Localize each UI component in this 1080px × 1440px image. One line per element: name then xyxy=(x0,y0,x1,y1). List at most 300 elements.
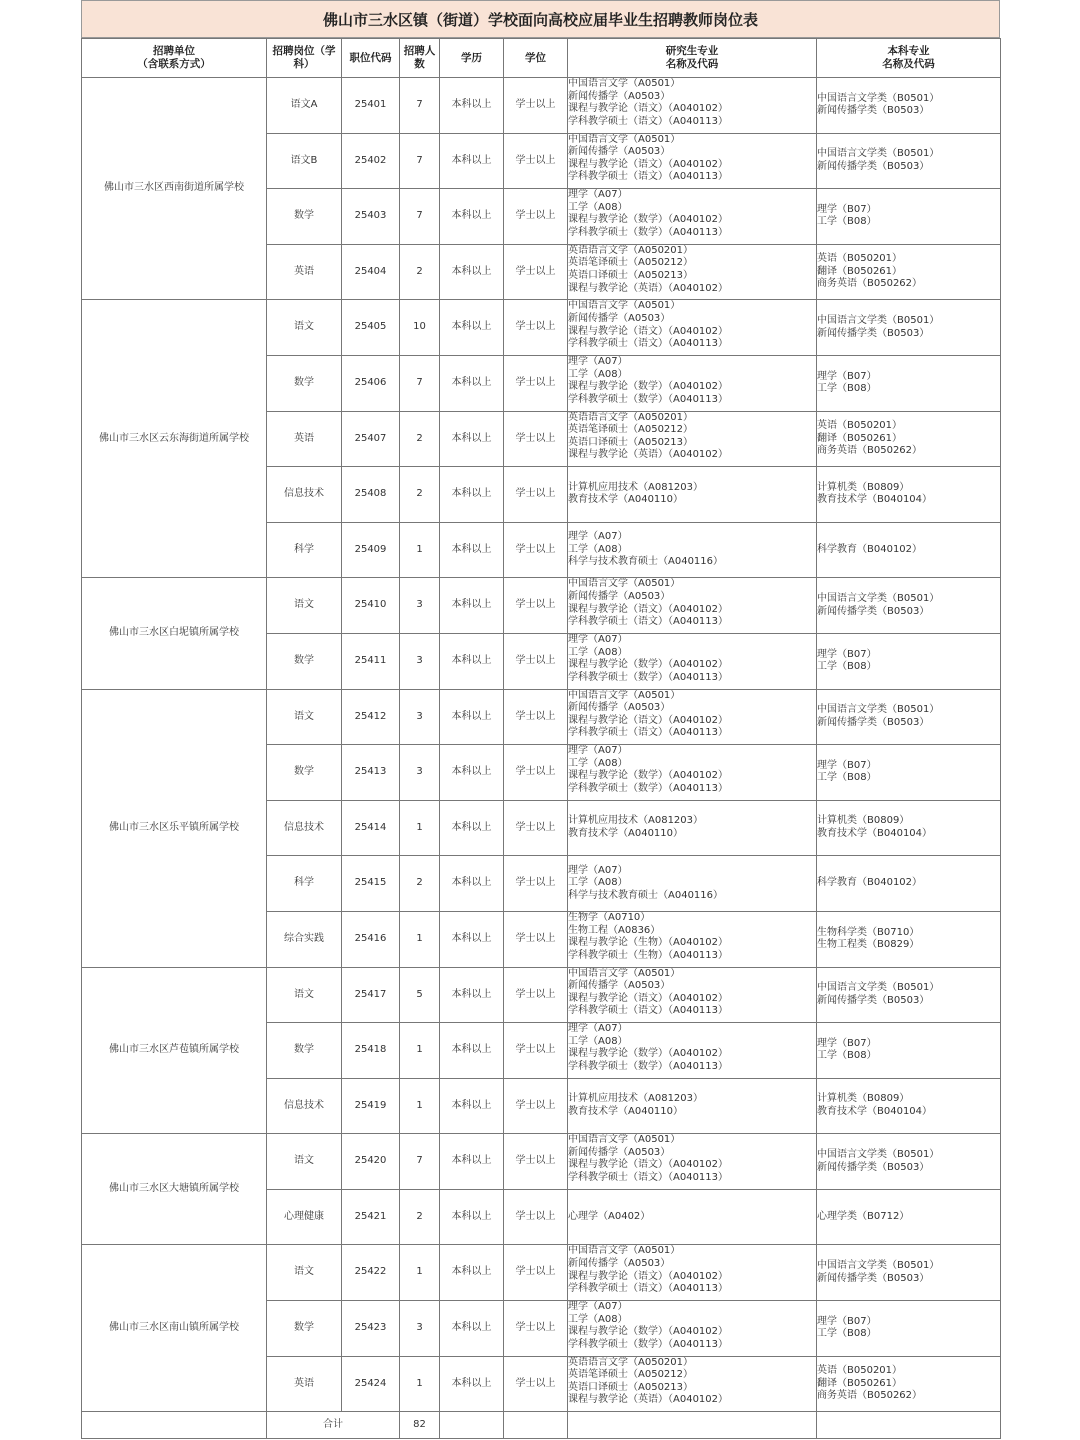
grad-major-cell xyxy=(568,411,817,467)
ug-major-cell xyxy=(817,355,1001,411)
ug-major-cell xyxy=(817,78,1001,134)
education-cell: 本科以上 xyxy=(440,1023,504,1079)
grad-major-line: 科学与技术教育硕士（A040116） xyxy=(568,889,724,901)
education-cell: 本科以上 xyxy=(440,800,504,856)
grad-major-cell xyxy=(568,1189,817,1245)
count-cell: 1 xyxy=(400,1023,440,1079)
degree-cell: 学士以上 xyxy=(504,244,568,300)
grad-major-line: 课程与教学论（语文）（A040102） xyxy=(568,714,729,726)
grad-major-line: 新闻传播学（A0503） xyxy=(568,1146,671,1158)
grad-major-line: 课程与教学论（数学）（A040102） xyxy=(568,1048,729,1060)
ug-major-line: 中国语言文学类（B0501） xyxy=(817,1260,940,1272)
header-degree: 学位 xyxy=(504,39,568,78)
count-cell: 3 xyxy=(400,633,440,689)
header-code: 职位代码 xyxy=(342,39,400,78)
count-cell: 2 xyxy=(400,411,440,467)
ug-major-line: 新闻传播学类（B0503） xyxy=(817,160,930,172)
grad-major-line: 英语笔译硕士（A050212） xyxy=(568,1369,694,1381)
post-cell: 数学 xyxy=(267,633,342,689)
ug-major-line: 工学（B08） xyxy=(817,1328,877,1340)
ug-major-line: 生物科学类（B0710） xyxy=(817,926,920,938)
grad-major-line: 工学（A08） xyxy=(568,368,628,380)
count-cell: 1 xyxy=(400,1356,440,1412)
grad-major-line: 学科教学硕士（生物）（A040113） xyxy=(568,949,729,961)
header-grad-line1: 研究生专业 xyxy=(665,45,719,57)
ug-major-line: 中国语言文学类（B0501） xyxy=(817,593,940,605)
ug-major-cell xyxy=(817,578,1001,634)
page-title: 佛山市三水区镇（街道）学校面向高校应届毕业生招聘教师岗位表 xyxy=(81,0,1000,38)
code-cell: 25412 xyxy=(342,689,400,745)
post-cell: 数学 xyxy=(267,355,342,411)
grad-major-line: 中国语言文学（A0501） xyxy=(568,578,681,590)
degree-cell: 学士以上 xyxy=(504,967,568,1023)
count-cell: 3 xyxy=(400,1301,440,1357)
grad-major-line: 英语语言文学（A050201） xyxy=(568,411,694,423)
grad-major-line: 课程与教学论（数学）（A040102） xyxy=(568,381,729,393)
education-cell: 本科以上 xyxy=(440,633,504,689)
table-row xyxy=(82,578,1001,634)
code-cell: 25419 xyxy=(342,1078,400,1134)
post-cell: 语文 xyxy=(267,578,342,634)
grad-major-cell xyxy=(568,745,817,801)
code-cell: 25402 xyxy=(342,133,400,189)
grad-major-cell xyxy=(568,856,817,912)
ug-major-line: 翻译（B050261） xyxy=(817,1377,903,1389)
ug-major-line: 工学（B08） xyxy=(817,383,877,395)
header-ug-line2: 名称及代码 xyxy=(882,58,935,70)
ug-major-cell xyxy=(817,745,1001,801)
table-row xyxy=(82,1245,1001,1301)
grad-major-cell xyxy=(568,689,817,745)
total-row xyxy=(82,1412,1001,1439)
post-cell: 综合实践 xyxy=(267,911,342,967)
degree-cell: 学士以上 xyxy=(504,1301,568,1357)
grad-major-line: 学科教学硕士（数学）（A040113） xyxy=(568,1338,729,1350)
grad-major-line: 英语口译硕士（A050213） xyxy=(568,1381,694,1393)
ug-major-cell xyxy=(817,689,1001,745)
grad-major-cell xyxy=(568,1078,817,1134)
count-cell: 7 xyxy=(400,189,440,245)
grad-major-line: 中国语言文学（A0501） xyxy=(568,133,681,145)
post-cell: 英语 xyxy=(267,244,342,300)
code-cell: 25421 xyxy=(342,1189,400,1245)
grad-major-line: 课程与教学论（语文）（A040102） xyxy=(568,1159,729,1171)
education-cell: 本科以上 xyxy=(440,244,504,300)
ug-major-cell xyxy=(817,133,1001,189)
ug-major-cell xyxy=(817,633,1001,689)
ug-major-line: 商务英语（B050262） xyxy=(817,1390,923,1402)
grad-major-line: 中国语言文学（A0501） xyxy=(568,689,681,701)
ug-major-cell xyxy=(817,1023,1001,1079)
grad-major-line: 新闻传播学（A0503） xyxy=(568,146,671,158)
education-cell: 本科以上 xyxy=(440,133,504,189)
grad-major-line: 理学（A07） xyxy=(568,633,628,645)
grad-major-line: 新闻传播学（A0503） xyxy=(568,590,671,602)
ug-major-cell xyxy=(817,1245,1001,1301)
degree-cell: 学士以上 xyxy=(504,1134,568,1190)
ug-major-line: 新闻传播学类（B0503） xyxy=(817,994,930,1006)
count-cell: 7 xyxy=(400,133,440,189)
ug-major-line: 翻译（B050261） xyxy=(817,432,903,444)
grad-major-cell xyxy=(568,467,817,523)
education-cell: 本科以上 xyxy=(440,1134,504,1190)
table-body xyxy=(82,78,1001,1412)
ug-major-line: 中国语言文学类（B0501） xyxy=(817,148,940,160)
total-count: 82 xyxy=(400,1412,440,1439)
code-cell: 25411 xyxy=(342,633,400,689)
grad-major-line: 课程与教学论（生物）（A040102） xyxy=(568,937,729,949)
grad-major-line: 理学（A07） xyxy=(568,864,628,876)
ug-major-line: 教育技术学（B040104） xyxy=(817,828,933,840)
post-cell: 信息技术 xyxy=(267,467,342,523)
ug-major-line: 理学（B07） xyxy=(817,648,877,660)
ug-major-line: 新闻传播学类（B0503） xyxy=(817,327,930,339)
post-cell: 语文 xyxy=(267,689,342,745)
grad-major-line: 课程与教学论（数学）（A040102） xyxy=(568,659,729,671)
header-unit xyxy=(82,39,267,78)
ug-major-line: 教育技术学（B040104） xyxy=(817,1105,933,1117)
grad-major-line: 课程与教学论（语文）（A040102） xyxy=(568,158,729,170)
grad-major-line: 中国语言文学（A0501） xyxy=(568,967,681,979)
post-cell: 语文 xyxy=(267,1245,342,1301)
header-post xyxy=(267,39,342,78)
post-cell: 数学 xyxy=(267,1023,342,1079)
degree-cell: 学士以上 xyxy=(504,355,568,411)
ug-major-line: 英语（B050201） xyxy=(817,419,903,431)
education-cell: 本科以上 xyxy=(440,189,504,245)
grad-major-line: 计算机应用技术（A081203） xyxy=(568,815,704,827)
education-cell: 本科以上 xyxy=(440,78,504,134)
ug-major-line: 理学（B07） xyxy=(817,759,877,771)
ug-major-line: 中国语言文学类（B0501） xyxy=(817,982,940,994)
degree-cell: 学士以上 xyxy=(504,133,568,189)
grad-major-cell xyxy=(568,800,817,856)
total-empty-cell xyxy=(817,1412,1001,1439)
unit-name-cell: 佛山市三水区云东海街道所属学校 xyxy=(82,300,267,578)
count-cell: 5 xyxy=(400,967,440,1023)
code-cell: 25416 xyxy=(342,911,400,967)
post-cell: 语文 xyxy=(267,967,342,1023)
ug-major-line: 英语（B050201） xyxy=(817,253,903,265)
count-cell: 7 xyxy=(400,355,440,411)
grad-major-line: 新闻传播学（A0503） xyxy=(568,702,671,714)
grad-major-line: 课程与教学论（语文）（A040102） xyxy=(568,325,729,337)
code-cell: 25409 xyxy=(342,522,400,578)
grad-major-line: 学科教学硕士（语文）（A040113） xyxy=(568,338,729,350)
header-education: 学历 xyxy=(440,39,504,78)
grad-major-line: 学科教学硕士（数学）（A040113） xyxy=(568,393,729,405)
code-cell: 25424 xyxy=(342,1356,400,1412)
post-cell: 数学 xyxy=(267,1301,342,1357)
ug-major-line: 计算机类（B0809） xyxy=(817,1093,910,1105)
degree-cell: 学士以上 xyxy=(504,1078,568,1134)
header-post-line2: 科） xyxy=(293,58,315,70)
grad-major-line: 课程与教学论（英语）（A040102） xyxy=(568,282,729,294)
grad-major-line: 理学（A07） xyxy=(568,745,628,757)
grad-major-line: 理学（A07） xyxy=(568,531,628,543)
grad-major-line: 英语口译硕士（A050213） xyxy=(568,269,694,281)
ug-major-line: 计算机类（B0809） xyxy=(817,481,910,493)
grad-major-line: 理学（A07） xyxy=(568,1301,628,1313)
header-count-line2: 数 xyxy=(414,58,425,70)
grad-major-line: 课程与教学论（语文）（A040102） xyxy=(568,1270,729,1282)
code-cell: 25413 xyxy=(342,745,400,801)
ug-major-cell xyxy=(817,856,1001,912)
grad-major-cell xyxy=(568,578,817,634)
count-cell: 1 xyxy=(400,911,440,967)
ug-major-line: 工学（B08） xyxy=(817,1050,877,1062)
header-grad-line2: 名称及代码 xyxy=(665,58,719,70)
code-cell: 25405 xyxy=(342,300,400,356)
grad-major-line: 理学（A07） xyxy=(568,1023,628,1035)
post-cell: 语文A xyxy=(267,78,342,134)
degree-cell: 学士以上 xyxy=(504,911,568,967)
grad-major-line: 计算机应用技术（A081203） xyxy=(568,481,704,493)
education-cell: 本科以上 xyxy=(440,522,504,578)
grad-major-cell xyxy=(568,189,817,245)
education-cell: 本科以上 xyxy=(440,578,504,634)
grad-major-cell xyxy=(568,355,817,411)
ug-major-line: 新闻传播学类（B0503） xyxy=(817,1161,930,1173)
table-row xyxy=(82,689,1001,745)
unit-name-cell: 佛山市三水区西南街道所属学校 xyxy=(82,78,267,300)
education-cell: 本科以上 xyxy=(440,411,504,467)
ug-major-cell xyxy=(817,189,1001,245)
code-cell: 25422 xyxy=(342,1245,400,1301)
grad-major-line: 课程与教学论（语文）（A040102） xyxy=(568,103,729,115)
grad-major-line: 学科教学硕士（数学）（A040113） xyxy=(568,226,729,238)
code-cell: 25420 xyxy=(342,1134,400,1190)
grad-major-line: 新闻传播学（A0503） xyxy=(568,1258,671,1270)
code-cell: 25417 xyxy=(342,967,400,1023)
code-cell: 25404 xyxy=(342,244,400,300)
count-cell: 1 xyxy=(400,522,440,578)
degree-cell: 学士以上 xyxy=(504,189,568,245)
post-cell: 语文B xyxy=(267,133,342,189)
grad-major-line: 科学与技术教育硕士（A040116） xyxy=(568,556,724,568)
grad-major-cell xyxy=(568,633,817,689)
degree-cell: 学士以上 xyxy=(504,467,568,523)
ug-major-line: 商务英语（B050262） xyxy=(817,445,923,457)
grad-major-line: 中国语言文学（A0501） xyxy=(568,1245,681,1257)
ug-major-line: 中国语言文学类（B0501） xyxy=(817,315,940,327)
ug-major-cell xyxy=(817,1301,1001,1357)
code-cell: 25415 xyxy=(342,856,400,912)
ug-major-line: 英语（B050201） xyxy=(817,1365,903,1377)
grad-major-line: 生物学（A0710） xyxy=(568,911,651,923)
count-cell: 3 xyxy=(400,689,440,745)
code-cell: 25401 xyxy=(342,78,400,134)
count-cell: 2 xyxy=(400,1189,440,1245)
post-cell: 语文 xyxy=(267,1134,342,1190)
degree-cell: 学士以上 xyxy=(504,856,568,912)
degree-cell: 学士以上 xyxy=(504,522,568,578)
post-cell: 科学 xyxy=(267,522,342,578)
grad-major-line: 理学（A07） xyxy=(568,189,628,201)
grad-major-cell xyxy=(568,78,817,134)
total-empty-cell xyxy=(504,1412,568,1439)
grad-major-line: 生物工程（A0836） xyxy=(568,924,661,936)
grad-major-line: 学科教学硕士（语文）（A040113） xyxy=(568,1283,729,1295)
table-row xyxy=(82,300,1001,356)
code-cell: 25407 xyxy=(342,411,400,467)
count-cell: 7 xyxy=(400,1134,440,1190)
degree-cell: 学士以上 xyxy=(504,300,568,356)
grad-major-line: 课程与教学论（数学）（A040102） xyxy=(568,214,729,226)
grad-major-line: 学科教学硕士（语文）（A040113） xyxy=(568,1172,729,1184)
degree-cell: 学士以上 xyxy=(504,1023,568,1079)
grad-major-line: 工学（A08） xyxy=(568,757,628,769)
unit-name-cell: 佛山市三水区南山镇所属学校 xyxy=(82,1245,267,1412)
grad-major-line: 新闻传播学（A0503） xyxy=(568,90,671,102)
degree-cell: 学士以上 xyxy=(504,578,568,634)
post-cell: 英语 xyxy=(267,1356,342,1412)
grad-major-line: 课程与教学论（数学）（A040102） xyxy=(568,1326,729,1338)
ug-major-line: 科学教育（B040102） xyxy=(817,877,923,889)
ug-major-line: 新闻传播学类（B0503） xyxy=(817,716,930,728)
ug-major-cell xyxy=(817,1356,1001,1412)
ug-major-line: 中国语言文学类（B0501） xyxy=(817,704,940,716)
ug-major-cell xyxy=(817,967,1001,1023)
ug-major-cell xyxy=(817,1078,1001,1134)
degree-cell: 学士以上 xyxy=(504,78,568,134)
grad-major-line: 学科教学硕士（语文）（A040113） xyxy=(568,1005,729,1017)
code-cell: 25414 xyxy=(342,800,400,856)
table-row xyxy=(82,78,1001,134)
education-cell: 本科以上 xyxy=(440,1078,504,1134)
education-cell: 本科以上 xyxy=(440,1189,504,1245)
count-cell: 3 xyxy=(400,745,440,801)
ug-major-line: 理学（B07） xyxy=(817,370,877,382)
code-cell: 25406 xyxy=(342,355,400,411)
education-cell: 本科以上 xyxy=(440,300,504,356)
code-cell: 25403 xyxy=(342,189,400,245)
grad-major-line: 心理学（A0402） xyxy=(568,1210,651,1222)
education-cell: 本科以上 xyxy=(440,1301,504,1357)
table-row xyxy=(82,967,1001,1023)
ug-major-line: 理学（B07） xyxy=(817,203,877,215)
header-row xyxy=(82,39,1001,78)
grad-major-cell xyxy=(568,1134,817,1190)
ug-major-line: 工学（B08） xyxy=(817,661,877,673)
ug-major-cell xyxy=(817,411,1001,467)
grad-major-cell xyxy=(568,522,817,578)
header-ug-major xyxy=(817,39,1001,78)
header-grad-major xyxy=(568,39,817,78)
grad-major-cell xyxy=(568,911,817,967)
education-cell: 本科以上 xyxy=(440,689,504,745)
grad-major-line: 英语语言文学（A050201） xyxy=(568,244,694,256)
table-row xyxy=(82,1134,1001,1190)
count-cell: 2 xyxy=(400,856,440,912)
header-unit-line2: （含联系方式） xyxy=(137,58,211,70)
code-cell: 25423 xyxy=(342,1301,400,1357)
grad-major-line: 课程与教学论（数学）（A040102） xyxy=(568,770,729,782)
post-cell: 信息技术 xyxy=(267,800,342,856)
ug-major-line: 心理学类（B0712） xyxy=(817,1210,910,1222)
post-cell: 语文 xyxy=(267,300,342,356)
total-empty-cell xyxy=(568,1412,817,1439)
degree-cell: 学士以上 xyxy=(504,1189,568,1245)
grad-major-line: 课程与教学论（英语）（A040102） xyxy=(568,1394,729,1406)
unit-name-cell: 佛山市三水区大塘镇所属学校 xyxy=(82,1134,267,1245)
ug-major-line: 商务英语（B050262） xyxy=(817,278,923,290)
grad-major-cell xyxy=(568,967,817,1023)
grad-major-cell xyxy=(568,244,817,300)
count-cell: 3 xyxy=(400,578,440,634)
header-unit-line1: 招聘单位 xyxy=(153,45,195,57)
degree-cell: 学士以上 xyxy=(504,1356,568,1412)
ug-major-line: 计算机类（B0809） xyxy=(817,815,910,827)
education-cell: 本科以上 xyxy=(440,856,504,912)
post-cell: 数学 xyxy=(267,189,342,245)
ug-major-line: 新闻传播学类（B0503） xyxy=(817,105,930,117)
grad-major-cell xyxy=(568,1301,817,1357)
grad-major-line: 理学（A07） xyxy=(568,355,628,367)
grad-major-line: 英语笔译硕士（A050212） xyxy=(568,257,694,269)
grad-major-line: 工学（A08） xyxy=(568,877,628,889)
grad-major-line: 教育技术学（A040110） xyxy=(568,494,684,506)
education-cell: 本科以上 xyxy=(440,967,504,1023)
post-cell: 心理健康 xyxy=(267,1189,342,1245)
grad-major-line: 学科教学硕士（语文）（A040113） xyxy=(568,727,729,739)
count-cell: 1 xyxy=(400,1245,440,1301)
ug-major-line: 工学（B08） xyxy=(817,216,877,228)
grad-major-line: 中国语言文学（A0501） xyxy=(568,1134,681,1146)
grad-major-line: 英语语言文学（A050201） xyxy=(568,1356,694,1368)
education-cell: 本科以上 xyxy=(440,467,504,523)
ug-major-line: 科学教育（B040102） xyxy=(817,543,923,555)
degree-cell: 学士以上 xyxy=(504,800,568,856)
ug-major-cell xyxy=(817,1134,1001,1190)
ug-major-line: 新闻传播学类（B0503） xyxy=(817,605,930,617)
ug-major-line: 中国语言文学类（B0501） xyxy=(817,92,940,104)
grad-major-line: 教育技术学（A040110） xyxy=(568,1105,684,1117)
code-cell: 25408 xyxy=(342,467,400,523)
grad-major-line: 工学（A08） xyxy=(568,543,628,555)
total-label: 合计 xyxy=(267,1412,400,1439)
grad-major-line: 学科教学硕士（语文）（A040113） xyxy=(568,171,729,183)
grad-major-line: 新闻传播学（A0503） xyxy=(568,980,671,992)
grad-major-line: 工学（A08） xyxy=(568,1313,628,1325)
header-count-line1: 招聘人 xyxy=(403,45,436,57)
degree-cell: 学士以上 xyxy=(504,411,568,467)
ug-major-cell xyxy=(817,467,1001,523)
degree-cell: 学士以上 xyxy=(504,1245,568,1301)
grad-major-line: 学科教学硕士（数学）（A040113） xyxy=(568,782,729,794)
ug-major-line: 生物工程类（B0829） xyxy=(817,939,920,951)
ug-major-cell xyxy=(817,300,1001,356)
grad-major-cell xyxy=(568,133,817,189)
degree-cell: 学士以上 xyxy=(504,745,568,801)
grad-major-line: 课程与教学论（语文）（A040102） xyxy=(568,603,729,615)
code-cell: 25410 xyxy=(342,578,400,634)
count-cell: 1 xyxy=(400,1078,440,1134)
grad-major-line: 计算机应用技术（A081203） xyxy=(568,1093,704,1105)
grad-major-line: 中国语言文学（A0501） xyxy=(568,78,681,89)
ug-major-line: 新闻传播学类（B0503） xyxy=(817,1272,930,1284)
ug-major-cell xyxy=(817,522,1001,578)
count-cell: 2 xyxy=(400,467,440,523)
count-cell: 10 xyxy=(400,300,440,356)
education-cell: 本科以上 xyxy=(440,745,504,801)
post-cell: 信息技术 xyxy=(267,1078,342,1134)
post-cell: 科学 xyxy=(267,856,342,912)
grad-major-line: 学科教学硕士（数学）（A040113） xyxy=(568,1060,729,1072)
total-empty-cell xyxy=(440,1412,504,1439)
count-cell: 7 xyxy=(400,78,440,134)
grad-major-cell xyxy=(568,1245,817,1301)
